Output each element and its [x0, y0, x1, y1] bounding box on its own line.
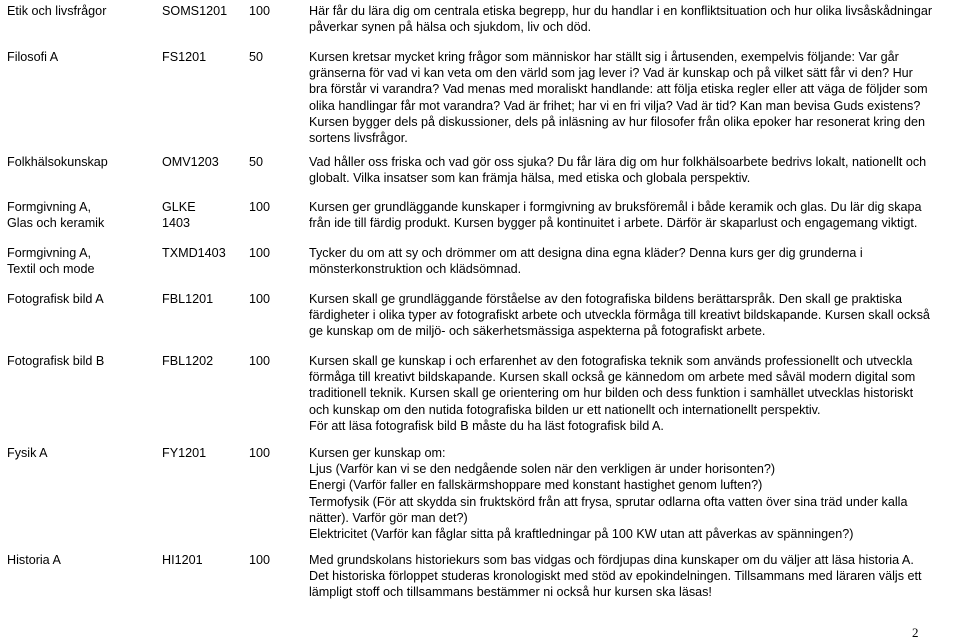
course-name: Etik och livsfrågor [7, 4, 107, 18]
course-points: 100 [249, 553, 271, 567]
course-points: 50 [249, 155, 264, 169]
course-description: Kursen skall ge grundläggande förståelse av den fotografiska bildens berättarspråk. Den skall ge praktiska färdigheter i olika typer av fotografiskt arbete och utveckla förmåga till kreativt bildskapande. Kursen skall också ge kunskap om de miljö- och säkerhetsmässiga aspekterna på fotografiskt arbete. [309, 292, 930, 339]
course-points: 50 [249, 50, 264, 64]
course-name: Formgivning A, Textil och mode [7, 246, 95, 277]
course-description: Vad håller oss friska och vad gör oss sjuka? Du får lära dig om hur folkhälsoarbete bedrivs lokalt, nationellt och globalt. Vilka insatser som kan främja hälsa, med etiska och globala perspektiv. [309, 155, 927, 186]
page-number: 2 [912, 625, 919, 640]
course-points: 100 [249, 354, 271, 368]
course-points: 100 [249, 246, 271, 260]
course-code: GLKE 1403 [162, 200, 196, 231]
course-description: Här får du lära dig om centrala etiska begrepp, hur du handlar i en konfliktsituation och hur olika livsåskådningar påverkar synen på hälsa och sjukdom, liv och död. [309, 4, 933, 35]
course-name: Fysik A [7, 446, 48, 460]
course-code: FS1201 [162, 50, 207, 64]
course-name: Fotografisk bild B [7, 354, 105, 368]
course-description: Kursen kretsar mycket kring frågor som människor har ställt sig i årtusenden, exempelvis följande: Var går gränserna för vad vi kan veta om den värld som jag lever i? Vad är kunskap och på vilket sätt får vi den? Hur bra förstår vi varandra? Vad menas med moraliskt handlande: att följa etiska regler eller att väga de följder som olika handlingar får mot varandra? Vad är frihet; har vi en fri vilja? Vad är tid? Kan man bevisa Guds existens? Kursen bygger dels på diskussioner, dels på inläsning av hur filosofer från olika epoker har resonerat kring den sortens livsfrågor. [309, 50, 928, 146]
course-name: Filosofi A [7, 50, 59, 64]
course-description: Tycker du om att sy och drömmer om att designa dina egna kläder? Denna kurs ger dig grunderna i mönsterkonstruktion och klädsömnad. [309, 246, 863, 277]
course-description: Med grundskolans historiekurs som bas vidgas och fördjupas dina kunskaper om du väljer att läsa historia A. Det historiska förloppet studeras kronologiskt med stöd av epokindelningen. Tillsammans med läraren väljs ett lämpligt stoff och tillsammans bestämmer ni också hur kursen ska läsas! [309, 553, 922, 600]
course-name: Fotografisk bild A [7, 292, 104, 306]
course-code: HI1201 [162, 553, 203, 567]
course-code: TXMD1403 [162, 246, 226, 260]
course-name: Folkhälsokunskap [7, 155, 108, 169]
course-description: Kursen ger grundläggande kunskaper i formgivning av bruksföremål i både keramik och glas. Du lär dig skapa från ide till färdig produkt. Kursen bygger på kontinuitet i arbete. Därför är skaparlust och engagemang viktigt. [309, 200, 922, 231]
course-points: 100 [249, 292, 271, 306]
course-points: 100 [249, 200, 271, 214]
course-code: FBL1201 [162, 292, 214, 306]
course-code: SOMS1201 [162, 4, 228, 18]
course-description: Kursen ger kunskap om: Ljus (Varför kan vi se den nedgående solen när den verkligen är under horisonten?) Energi (Varför faller en fallskärmshoppare med konstant hastighet genom luften?) Termofysik (För att skydda sin fruktskörd från att frysa, sprutar odlarna ofta vatten över sina träd under kalla nätter). Varför gör man det?) Elektricitet (Varför kan fåglar sitta på kraftledningar på 100 KW utan att påverkas av spänningen?) [309, 446, 908, 542]
course-description: Kursen skall ge kunskap i och erfarenhet av den fotografiska teknik som används professionellt och utveckla förmåga till kreativt bildskapande. Kursen skall också ge kännedom om arbete med såväl modern digital som traditionell teknik. Kursen skall ge orientering om hur bilden och dess funktion i samhället utvecklas historiskt och kunskap om den nutida fotografiska bilden ur ett nationellt och internationellt perspektiv. För att läsa fotografisk bild B måste du ha läst fotografisk bild A. [309, 354, 916, 433]
course-code: FY1201 [162, 446, 207, 460]
course-code: OMV1203 [162, 155, 219, 169]
course-name: Historia A [7, 553, 61, 567]
course-points: 100 [249, 4, 271, 18]
course-code: FBL1202 [162, 354, 214, 368]
course-name: Formgivning A, Glas och keramik [7, 200, 105, 231]
course-points: 100 [249, 446, 271, 460]
